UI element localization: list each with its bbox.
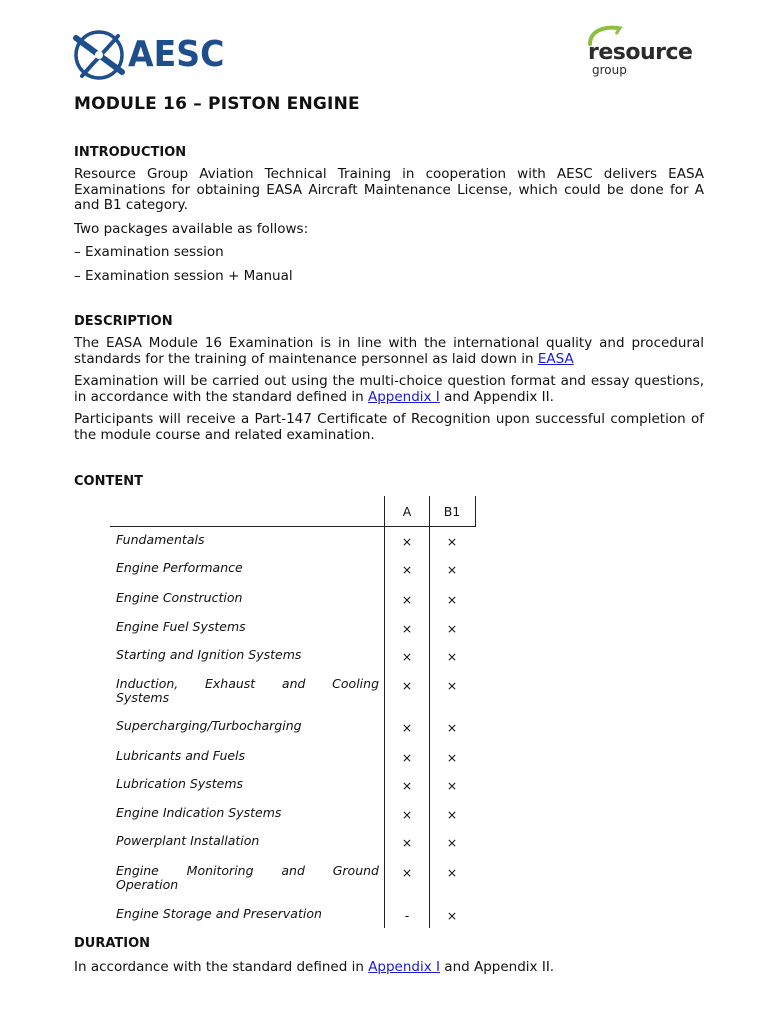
column-header-a: A: [402, 504, 412, 519]
table-row-label: Fundamentals: [116, 532, 205, 547]
mark-b1: ×: [446, 534, 458, 549]
introduction-paragraph: Resource Group Aviation Technical Training in cooperation with AESC delivers EASA Examinations for obtaining EASA Aircraft Maintenance License, which could be done for A and B1 category.: [74, 166, 704, 213]
packages-intro: Two packages available as follows:: [74, 221, 309, 237]
column-header-b1: B1: [443, 504, 461, 519]
table-row-label: Supercharging/Turbocharging: [116, 718, 302, 733]
mark-b1: ×: [446, 778, 458, 793]
mark-b1: ×: [446, 649, 458, 664]
mark-a: ×: [401, 592, 413, 607]
page-title: MODULE 16 – PISTON ENGINE: [74, 94, 360, 114]
table-row-label-cont: Systems: [116, 690, 170, 705]
mark-b1: ×: [446, 621, 458, 636]
table-row-label: Engine Indication Systems: [116, 805, 282, 820]
mark-b1: ×: [446, 835, 458, 850]
content-heading: CONTENT: [74, 474, 143, 489]
mark-b1: ×: [446, 562, 458, 577]
table-row-label: Engine Construction: [116, 590, 243, 605]
mark-a: ×: [401, 534, 413, 549]
package-item-1: – Examination session: [74, 244, 224, 260]
resource-wordmark: resource: [588, 40, 693, 65]
table-row-label: Starting and Ignition Systems: [116, 647, 302, 662]
description-paragraph-3: Participants will receive a Part-147 Certificate of Recognition upon successful completion of the module course and related examination.: [74, 411, 704, 443]
table-divider-a: [384, 496, 385, 928]
mark-a: ×: [401, 807, 413, 822]
table-row-label: Powerplant Installation: [116, 833, 260, 848]
mark-a: -: [404, 908, 410, 923]
mark-b1: ×: [446, 807, 458, 822]
mark-a: ×: [401, 621, 413, 636]
mark-a: ×: [401, 778, 413, 793]
package-item-2: – Examination session + Manual: [74, 268, 293, 284]
table-row-label: Induction, Exhaust and Cooling: [116, 676, 379, 691]
mark-a: ×: [401, 720, 413, 735]
mark-a: ×: [401, 750, 413, 765]
description-heading: DESCRIPTION: [74, 314, 173, 329]
description-p1-text: The EASA Module 16 Examination is in line with the international quality and procedural standards for the training of maintenance personnel as laid down in: [74, 335, 704, 367]
aesc-emblem-icon: [72, 28, 126, 82]
aesc-wordmark: AESC: [128, 34, 225, 75]
appendix-i-link[interactable]: Appendix I: [367, 388, 440, 405]
table-divider-right: [475, 496, 476, 526]
mark-b1: ×: [446, 750, 458, 765]
mark-a: ×: [401, 562, 413, 577]
table-row-label-cont: Operation: [116, 877, 179, 892]
table-row-label: Engine Performance: [116, 560, 243, 575]
mark-a: ×: [401, 678, 413, 693]
mark-b1: ×: [446, 908, 458, 923]
mark-a: ×: [401, 865, 413, 880]
table-header-rule: [110, 526, 476, 527]
mark-a: ×: [401, 649, 413, 664]
mark-b1: ×: [446, 720, 458, 735]
duration-text: In accordance with the standard defined in: [74, 959, 369, 975]
introduction-heading: INTRODUCTION: [74, 145, 187, 160]
description-paragraph-2: [74, 374, 704, 405]
description-p2-text: Examination will be carried out using the multi-choice question format and essay questions, in accordance with the standard defined in: [74, 373, 704, 405]
table-divider-b1: [429, 496, 430, 928]
easa-link[interactable]: EASA: [537, 350, 574, 367]
mark-a: ×: [401, 835, 413, 850]
table-row-label: Lubricants and Fuels: [116, 748, 246, 763]
description-paragraph-1: [74, 336, 704, 367]
duration-heading: DURATION: [74, 936, 151, 951]
table-row-label: Engine Monitoring and Ground: [116, 863, 379, 878]
table-row-label: Engine Fuel Systems: [116, 619, 246, 634]
table-row-label: Engine Storage and Preservation: [116, 906, 322, 921]
aesc-logo: [72, 28, 252, 84]
mark-b1: ×: [446, 592, 458, 607]
duration-tail: and Appendix II.: [440, 959, 555, 975]
mark-b1: ×: [446, 678, 458, 693]
table-row-label: Lubrication Systems: [116, 776, 244, 791]
duration-appendix-i-link[interactable]: Appendix I: [368, 959, 441, 975]
group-wordmark: group: [592, 63, 627, 77]
duration-paragraph: [74, 959, 554, 975]
mark-b1: ×: [446, 865, 458, 880]
resource-group-logo: [584, 24, 714, 80]
description-p2-tail: and Appendix II.: [439, 388, 554, 405]
